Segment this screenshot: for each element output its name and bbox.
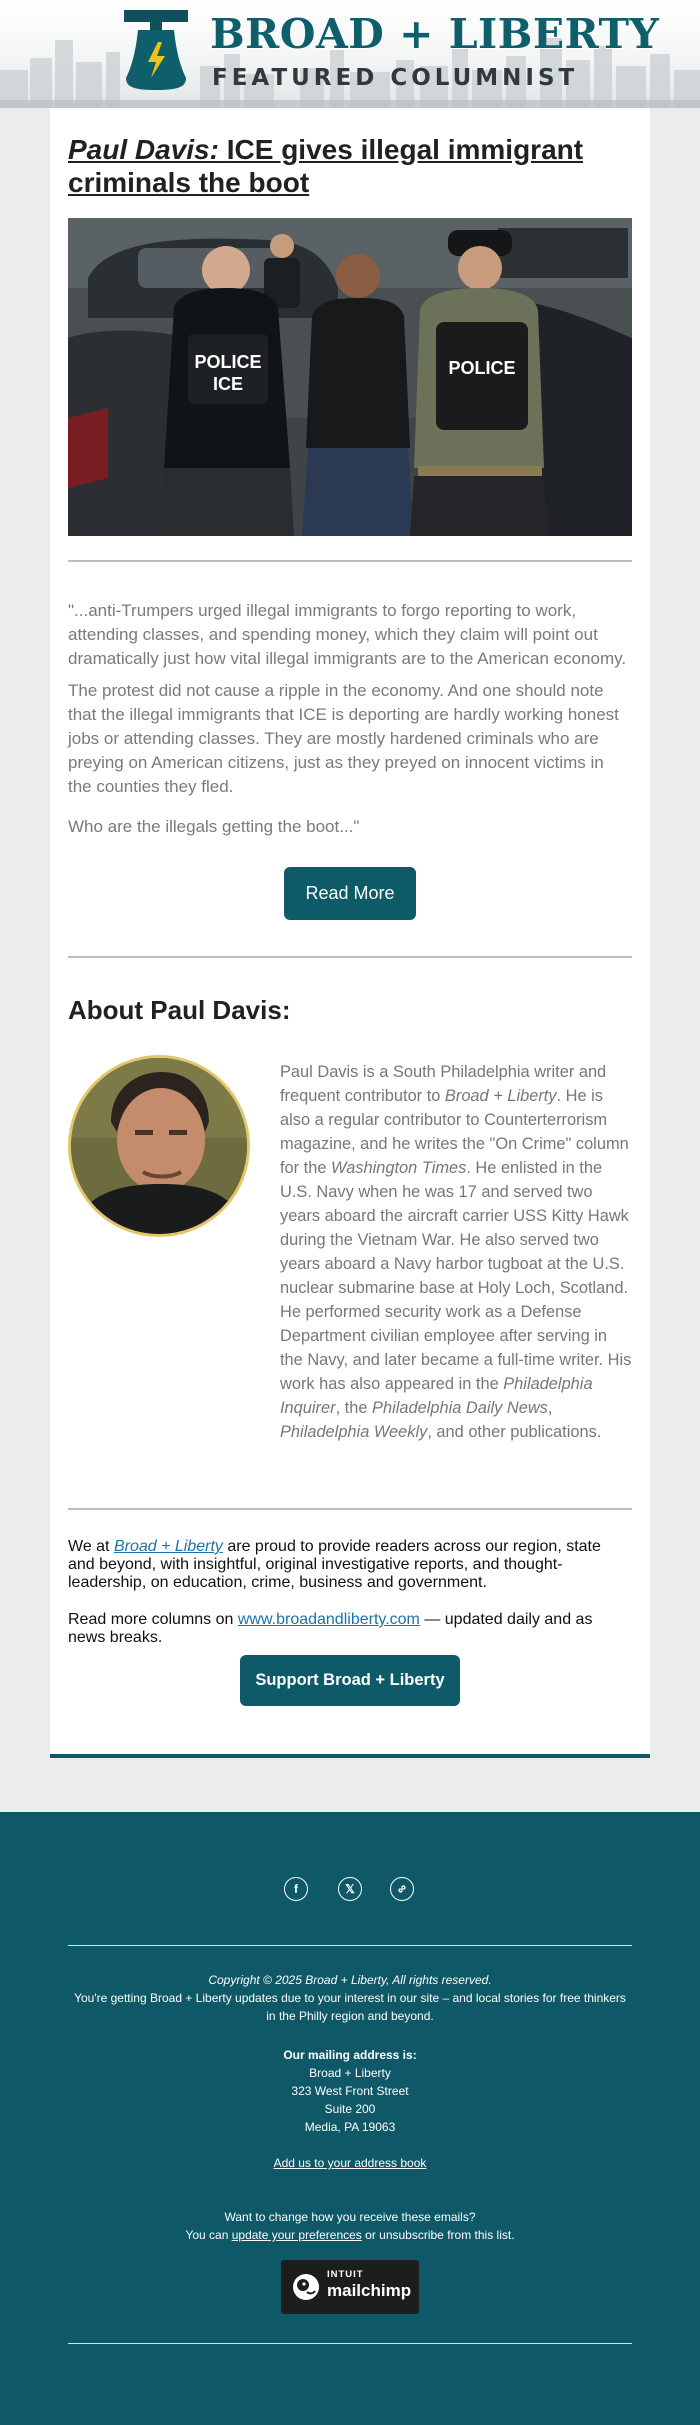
- newsletter-card: [50, 108, 650, 1758]
- header-banner: [0, 0, 700, 108]
- svg-text:POLICE: POLICE: [448, 358, 516, 378]
- address-line: Broad + Liberty: [309, 2066, 391, 2080]
- mailchimp-brand-text: mailchimp: [327, 2281, 412, 2300]
- read-more-button[interactable]: [284, 867, 416, 920]
- read-more-columns-text: Read more columns on www.broadandliberty.com — updated daily and as news breaks.: [68, 1611, 593, 1646]
- footer-divider: [68, 2343, 632, 2344]
- copyright-text: Copyright © 2025 Broad + Liberty, All rights reserved.: [208, 1973, 492, 1987]
- update-preferences-link[interactable]: update your preferences: [231, 2228, 362, 2242]
- subscription-reason: You're getting Broad + Liberty updates due to your interest in our site – and local stories for free thinkers in the Philly region and beyond.: [74, 1991, 626, 2023]
- link-icon[interactable]: [390, 1877, 414, 1901]
- read-more-label: Read More: [305, 883, 395, 903]
- article-title-link[interactable]: [68, 133, 632, 199]
- about-heading: About Paul Davis:: [68, 995, 291, 1025]
- excerpt-paragraph: The protest did not cause a ripple in the economy. And one should note that the illegal immigrants that ICE is deporting are hardly working honest jobs or attending classes. They are mostly hardened criminals who are preying on American citizens, just as they preyed on innocent victims in the counties they fled.: [68, 681, 619, 796]
- author-bio: Paul Davis is a South Philadelphia writer and frequent contributor to Broad + Liberty. He is also a regular contributor to Counterterrorism magazine, and he writes the "On Crime" column for the Washington Times. He enlisted in the U.S. Navy when he was 17 and served two years aboard the aircraft carrier USS Kitty Hawk during the Vietnam War. He also served two years aboard a Navy harbor tugboat at the U.S. nuclear submarine base at Holy Loch, Scotland. He performed security work as a Defense Department civilian employee after serving in the Navy, and later became a full-time writer. His work has also appeared in the Philadelphia Inquirer, the Philadelphia Daily News, Philadelphia Weekly, and other publications.: [280, 1063, 632, 1441]
- liberty-bell-logo: [124, 10, 188, 92]
- website-link[interactable]: www.broadandliberty.com: [237, 1611, 420, 1628]
- footer-divider: [68, 1945, 632, 1946]
- divider: [68, 1508, 632, 1510]
- facebook-icon[interactable]: f: [284, 1877, 308, 1901]
- divider: [68, 956, 632, 958]
- mailchimp-logo-icon: [291, 2272, 321, 2302]
- support-button[interactable]: [240, 1655, 460, 1706]
- mailing-address-heading: Our mailing address is:: [283, 2048, 417, 2062]
- x-icon[interactable]: 𝕏: [338, 1877, 362, 1901]
- svg-text:POLICE: POLICE: [194, 352, 262, 372]
- mailchimp-intuit-text: INTUIT: [327, 2269, 364, 2280]
- footer: [0, 1812, 700, 2425]
- broad-liberty-link[interactable]: Broad + Liberty: [113, 1538, 223, 1555]
- author-avatar: [68, 1055, 250, 1237]
- author-photo: [71, 1058, 247, 1234]
- about-publication-text: We at Broad + Liberty are proud to provide readers across our region, state and beyond, with insightful, original investigative reports, and thought-leadership, on education, crime, business and government.: [68, 1538, 601, 1591]
- excerpt-paragraph: "...anti-Trumpers urged illegal immigrants to forgo reporting to work, attending classes, and spending money, which they claim will point out dramatically just how vital illegal immigrants are to the American economy.: [68, 601, 627, 668]
- article-author: Paul Davis:: [68, 134, 219, 165]
- preferences-question: Want to change how you receive these emails?: [224, 2210, 476, 2224]
- preferences-text: You can update your preferences or unsubscribe from this list.: [185, 2228, 515, 2242]
- brand-name: BROAD + LIBERTY: [210, 10, 660, 58]
- brand-subtitle: FEATURED COLUMNIST: [212, 65, 579, 91]
- article-title: ICE gives illegal immigrant criminals the boot: [68, 134, 584, 198]
- address-line: Media, PA 19063: [304, 2120, 396, 2134]
- mailchimp-badge[interactable]: [281, 2260, 419, 2314]
- chain-link-icon: [396, 1883, 408, 1895]
- address-line: Suite 200: [324, 2102, 376, 2116]
- divider: [68, 560, 632, 562]
- address-line: 323 West Front Street: [291, 2084, 409, 2098]
- support-button-label: Support Broad + Liberty: [255, 1671, 445, 1689]
- excerpt-paragraph: Who are the illegals getting the boot...": [68, 817, 360, 836]
- article-hero-image[interactable]: [68, 218, 632, 536]
- article-excerpt: [68, 599, 632, 839]
- address-book-link[interactable]: Add us to your address book: [273, 2156, 427, 2170]
- ice-arrest-photo: [68, 218, 632, 536]
- svg-text:ICE: ICE: [212, 374, 244, 394]
